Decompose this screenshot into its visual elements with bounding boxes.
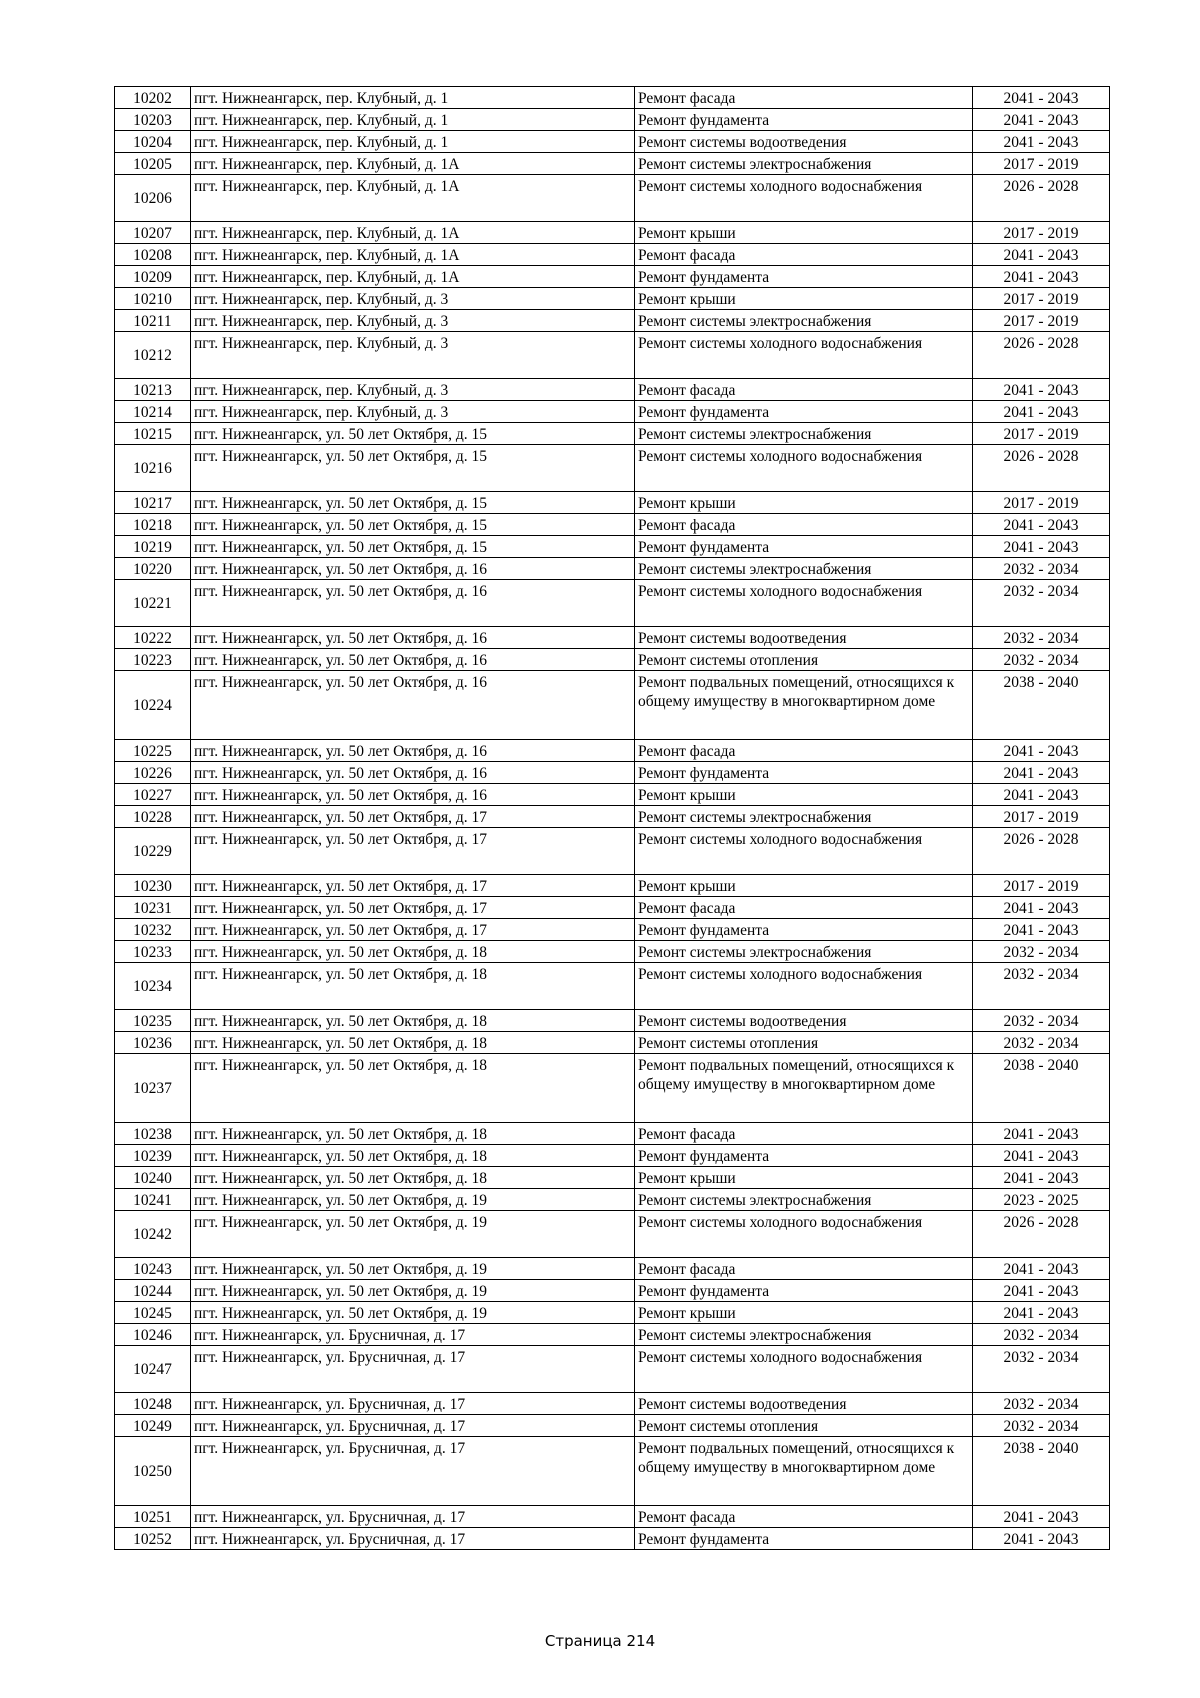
cell-period: 2032 - 2034 [973,1415,1110,1437]
cell-number: 10217 [115,492,191,514]
cell-period: 2041 - 2043 [973,401,1110,423]
table-row [115,131,1110,153]
cell-address: пгт. Нижнеангарск, пер. Клубный, д. 1А [191,266,635,288]
cell-address: пгт. Нижнеангарск, пер. Клубный, д. 1 [191,109,635,131]
cell-work-type: Ремонт системы холодного водоснабжения [635,175,973,222]
cell-period: 2041 - 2043 [973,762,1110,784]
cell-work-type: Ремонт подвальных помещений, относящихся к общему имуществу в многоквартирном доме [635,1437,973,1506]
table-row [115,109,1110,131]
cell-address: пгт. Нижнеангарск, ул. 50 лет Октября, д. 15 [191,445,635,492]
cell-work-type: Ремонт крыши [635,1167,973,1189]
repair-schedule-table [114,86,1110,1550]
cell-address: пгт. Нижнеангарск, пер. Клубный, д. 3 [191,288,635,310]
cell-period: 2041 - 2043 [973,1258,1110,1280]
cell-period: 2041 - 2043 [973,1506,1110,1528]
cell-number: 10221 [115,580,191,627]
cell-period: 2041 - 2043 [973,1528,1110,1550]
cell-work-type: Ремонт системы электроснабжения [635,423,973,445]
cell-work-type: Ремонт системы холодного водоснабжения [635,580,973,627]
cell-address: пгт. Нижнеангарск, ул. 50 лет Октября, д. 17 [191,828,635,875]
cell-number: 10207 [115,222,191,244]
cell-period: 2041 - 2043 [973,1167,1110,1189]
cell-address: пгт. Нижнеангарск, ул. Брусничная, д. 17 [191,1393,635,1415]
cell-period: 2026 - 2028 [973,332,1110,379]
cell-work-type: Ремонт фасада [635,1258,973,1280]
cell-address: пгт. Нижнеангарск, пер. Клубный, д. 1А [191,222,635,244]
cell-period: 2017 - 2019 [973,423,1110,445]
table-row [115,1280,1110,1302]
cell-address: пгт. Нижнеангарск, пер. Клубный, д. 1А [191,153,635,175]
cell-address: пгт. Нижнеангарск, ул. 50 лет Октября, д. 16 [191,784,635,806]
cell-period: 2032 - 2034 [973,580,1110,627]
table-row [115,1346,1110,1393]
cell-work-type: Ремонт подвальных помещений, относящихся к общему имуществу в многоквартирном доме [635,671,973,740]
cell-number: 10202 [115,87,191,109]
table-row [115,1145,1110,1167]
cell-address: пгт. Нижнеангарск, ул. 50 лет Октября, д. 15 [191,423,635,445]
cell-address: пгт. Нижнеангарск, пер. Клубный, д. 1А [191,175,635,222]
table-row [115,401,1110,423]
table-row [115,558,1110,580]
cell-work-type: Ремонт системы электроснабжения [635,1324,973,1346]
cell-work-type: Ремонт крыши [635,1302,973,1324]
cell-address: пгт. Нижнеангарск, ул. 50 лет Октября, д. 16 [191,627,635,649]
table-row [115,1010,1110,1032]
table-row [115,1032,1110,1054]
cell-period: 2032 - 2034 [973,941,1110,963]
cell-number: 10206 [115,175,191,222]
cell-work-type: Ремонт фундамента [635,919,973,941]
table-row [115,514,1110,536]
cell-period: 2032 - 2034 [973,558,1110,580]
cell-number: 10219 [115,536,191,558]
cell-period: 2017 - 2019 [973,310,1110,332]
cell-work-type: Ремонт системы электроснабжения [635,1189,973,1211]
cell-number: 10250 [115,1437,191,1506]
cell-number: 10247 [115,1346,191,1393]
cell-number: 10216 [115,445,191,492]
cell-work-type: Ремонт фасада [635,740,973,762]
cell-work-type: Ремонт системы холодного водоснабжения [635,332,973,379]
cell-address: пгт. Нижнеангарск, пер. Клубный, д. 3 [191,310,635,332]
table-row [115,806,1110,828]
table-row [115,784,1110,806]
cell-address: пгт. Нижнеангарск, ул. 50 лет Октября, д. 18 [191,1123,635,1145]
cell-period: 2032 - 2034 [973,627,1110,649]
cell-address: пгт. Нижнеангарск, ул. 50 лет Октября, д. 15 [191,536,635,558]
cell-period: 2017 - 2019 [973,153,1110,175]
table-row [115,423,1110,445]
cell-address: пгт. Нижнеангарск, ул. 50 лет Октября, д. 18 [191,1167,635,1189]
cell-period: 2041 - 2043 [973,536,1110,558]
cell-address: пгт. Нижнеангарск, пер. Клубный, д. 3 [191,401,635,423]
cell-number: 10225 [115,740,191,762]
table-row [115,492,1110,514]
cell-period: 2017 - 2019 [973,222,1110,244]
cell-work-type: Ремонт системы холодного водоснабжения [635,445,973,492]
table-row [115,875,1110,897]
cell-address: пгт. Нижнеангарск, ул. 50 лет Октября, д. 18 [191,963,635,1010]
cell-work-type: Ремонт фасада [635,379,973,401]
cell-work-type: Ремонт фундамента [635,536,973,558]
cell-period: 2023 - 2025 [973,1189,1110,1211]
cell-address: пгт. Нижнеангарск, пер. Клубный, д. 3 [191,379,635,401]
cell-period: 2041 - 2043 [973,1123,1110,1145]
table-row [115,963,1110,1010]
table-row [115,445,1110,492]
cell-number: 10204 [115,131,191,153]
cell-number: 10234 [115,963,191,1010]
cell-number: 10230 [115,875,191,897]
cell-work-type: Ремонт фундамента [635,762,973,784]
cell-address: пгт. Нижнеангарск, ул. 50 лет Октября, д. 16 [191,580,635,627]
cell-number: 10241 [115,1189,191,1211]
table-row [115,1506,1110,1528]
table-row [115,244,1110,266]
table-row [115,762,1110,784]
cell-work-type: Ремонт фасада [635,87,973,109]
cell-address: пгт. Нижнеангарск, ул. 50 лет Октября, д. 16 [191,740,635,762]
cell-number: 10249 [115,1415,191,1437]
cell-work-type: Ремонт системы холодного водоснабжения [635,1211,973,1258]
cell-period: 2032 - 2034 [973,649,1110,671]
table-row [115,1211,1110,1258]
cell-address: пгт. Нижнеангарск, ул. 50 лет Октября, д. 17 [191,919,635,941]
cell-work-type: Ремонт системы холодного водоснабжения [635,828,973,875]
cell-work-type: Ремонт системы холодного водоснабжения [635,963,973,1010]
cell-number: 10246 [115,1324,191,1346]
cell-work-type: Ремонт системы холодного водоснабжения [635,1346,973,1393]
cell-number: 10243 [115,1258,191,1280]
cell-number: 10214 [115,401,191,423]
cell-period: 2026 - 2028 [973,828,1110,875]
table-row [115,1054,1110,1123]
cell-number: 10252 [115,1528,191,1550]
cell-address: пгт. Нижнеангарск, ул. 50 лет Октября, д. 17 [191,875,635,897]
cell-number: 10224 [115,671,191,740]
cell-period: 2041 - 2043 [973,109,1110,131]
cell-work-type: Ремонт системы отопления [635,649,973,671]
cell-number: 10226 [115,762,191,784]
cell-number: 10242 [115,1211,191,1258]
cell-work-type: Ремонт системы электроснабжения [635,310,973,332]
cell-number: 10233 [115,941,191,963]
cell-number: 10215 [115,423,191,445]
cell-address: пгт. Нижнеангарск, ул. 50 лет Октября, д. 19 [191,1211,635,1258]
cell-address: пгт. Нижнеангарск, пер. Клубный, д. 3 [191,332,635,379]
cell-address: пгт. Нижнеангарск, ул. 50 лет Октября, д. 17 [191,897,635,919]
cell-work-type: Ремонт крыши [635,222,973,244]
cell-work-type: Ремонт крыши [635,492,973,514]
table-row [115,627,1110,649]
cell-work-type: Ремонт системы водоотведения [635,1393,973,1415]
cell-period: 2017 - 2019 [973,875,1110,897]
cell-number: 10212 [115,332,191,379]
table-row [115,153,1110,175]
cell-period: 2032 - 2034 [973,963,1110,1010]
cell-work-type: Ремонт фундамента [635,109,973,131]
table-row [115,828,1110,875]
cell-number: 10236 [115,1032,191,1054]
cell-period: 2041 - 2043 [973,897,1110,919]
cell-address: пгт. Нижнеангарск, ул. 50 лет Октября, д. 19 [191,1302,635,1324]
cell-number: 10227 [115,784,191,806]
cell-address: пгт. Нижнеангарск, ул. 50 лет Октября, д. 19 [191,1258,635,1280]
cell-period: 2041 - 2043 [973,87,1110,109]
cell-period: 2032 - 2034 [973,1032,1110,1054]
cell-work-type: Ремонт системы водоотведения [635,1010,973,1032]
table-row [115,671,1110,740]
table-row [115,1258,1110,1280]
cell-address: пгт. Нижнеангарск, ул. 50 лет Октября, д. 15 [191,492,635,514]
cell-address: пгт. Нижнеангарск, ул. 50 лет Октября, д. 15 [191,514,635,536]
cell-number: 10218 [115,514,191,536]
cell-number: 10211 [115,310,191,332]
table-row [115,1437,1110,1506]
cell-work-type: Ремонт системы электроснабжения [635,558,973,580]
cell-number: 10244 [115,1280,191,1302]
cell-number: 10205 [115,153,191,175]
cell-period: 2032 - 2034 [973,1346,1110,1393]
cell-period: 2026 - 2028 [973,1211,1110,1258]
cell-number: 10222 [115,627,191,649]
table-row [115,379,1110,401]
table-row [115,897,1110,919]
cell-address: пгт. Нижнеангарск, ул. 50 лет Октября, д. 19 [191,1189,635,1211]
cell-period: 2038 - 2040 [973,671,1110,740]
cell-work-type: Ремонт фундамента [635,1280,973,1302]
cell-period: 2026 - 2028 [973,445,1110,492]
cell-number: 10232 [115,919,191,941]
cell-work-type: Ремонт системы отопления [635,1032,973,1054]
cell-period: 2041 - 2043 [973,379,1110,401]
cell-number: 10235 [115,1010,191,1032]
table-row [115,941,1110,963]
cell-period: 2041 - 2043 [973,1302,1110,1324]
cell-number: 10223 [115,649,191,671]
table-row [115,266,1110,288]
table-row [115,1302,1110,1324]
cell-work-type: Ремонт системы водоотведения [635,131,973,153]
cell-address: пгт. Нижнеангарск, пер. Клубный, д. 1А [191,244,635,266]
cell-address: пгт. Нижнеангарск, ул. Брусничная, д. 17 [191,1324,635,1346]
cell-work-type: Ремонт фундамента [635,1528,973,1550]
table-row [115,310,1110,332]
cell-work-type: Ремонт системы электроснабжения [635,806,973,828]
table-row [115,1167,1110,1189]
cell-period: 2041 - 2043 [973,784,1110,806]
cell-period: 2032 - 2034 [973,1393,1110,1415]
cell-address: пгт. Нижнеангарск, ул. 50 лет Октября, д. 18 [191,1032,635,1054]
cell-address: пгт. Нижнеангарск, ул. 50 лет Октября, д. 16 [191,671,635,740]
table-row [115,740,1110,762]
table-row [115,332,1110,379]
cell-period: 2038 - 2040 [973,1437,1110,1506]
cell-address: пгт. Нижнеангарск, пер. Клубный, д. 1 [191,131,635,153]
cell-number: 10203 [115,109,191,131]
cell-work-type: Ремонт фундамента [635,266,973,288]
cell-number: 10231 [115,897,191,919]
repair-schedule-body [115,87,1110,1550]
cell-period: 2032 - 2034 [973,1324,1110,1346]
cell-number: 10220 [115,558,191,580]
cell-work-type: Ремонт фасада [635,1506,973,1528]
cell-address: пгт. Нижнеангарск, ул. 50 лет Октября, д. 18 [191,1010,635,1032]
cell-address: пгт. Нижнеангарск, ул. 50 лет Октября, д. 16 [191,558,635,580]
cell-work-type: Ремонт фасада [635,1123,973,1145]
table-row [115,1528,1110,1550]
cell-work-type: Ремонт фундамента [635,401,973,423]
cell-work-type: Ремонт фасада [635,897,973,919]
cell-number: 10209 [115,266,191,288]
cell-period: 2041 - 2043 [973,131,1110,153]
cell-period: 2017 - 2019 [973,806,1110,828]
cell-period: 2017 - 2019 [973,288,1110,310]
cell-period: 2041 - 2043 [973,514,1110,536]
cell-address: пгт. Нижнеангарск, ул. Брусничная, д. 17 [191,1346,635,1393]
cell-period: 2041 - 2043 [973,740,1110,762]
table-row [115,919,1110,941]
cell-period: 2017 - 2019 [973,492,1110,514]
table-row [115,580,1110,627]
cell-address: пгт. Нижнеангарск, ул. Брусничная, д. 17 [191,1415,635,1437]
cell-work-type: Ремонт фасада [635,514,973,536]
cell-number: 10237 [115,1054,191,1123]
cell-work-type: Ремонт крыши [635,875,973,897]
cell-address: пгт. Нижнеангарск, ул. 50 лет Октября, д. 18 [191,1145,635,1167]
cell-number: 10251 [115,1506,191,1528]
cell-address: пгт. Нижнеангарск, ул. Брусничная, д. 17 [191,1528,635,1550]
cell-work-type: Ремонт крыши [635,784,973,806]
cell-period: 2026 - 2028 [973,175,1110,222]
cell-work-type: Ремонт подвальных помещений, относящихся к общему имуществу в многоквартирном доме [635,1054,973,1123]
cell-number: 10248 [115,1393,191,1415]
table-row [115,1123,1110,1145]
cell-period: 2041 - 2043 [973,919,1110,941]
cell-number: 10208 [115,244,191,266]
cell-number: 10245 [115,1302,191,1324]
cell-address: пгт. Нижнеангарск, пер. Клубный, д. 1 [191,87,635,109]
table-row [115,649,1110,671]
cell-address: пгт. Нижнеангарск, ул. 50 лет Октября, д. 17 [191,806,635,828]
cell-period: 2041 - 2043 [973,1145,1110,1167]
cell-period: 2041 - 2043 [973,244,1110,266]
cell-number: 10213 [115,379,191,401]
table-row [115,87,1110,109]
table-row [115,1393,1110,1415]
cell-work-type: Ремонт фундамента [635,1145,973,1167]
table-row [115,1415,1110,1437]
cell-period: 2041 - 2043 [973,1280,1110,1302]
cell-number: 10238 [115,1123,191,1145]
table-row [115,1324,1110,1346]
cell-address: пгт. Нижнеангарск, ул. 50 лет Октября, д. 16 [191,649,635,671]
cell-work-type: Ремонт системы водоотведения [635,627,973,649]
table-row [115,222,1110,244]
table-row [115,1189,1110,1211]
cell-number: 10210 [115,288,191,310]
cell-address: пгт. Нижнеангарск, ул. Брусничная, д. 17 [191,1506,635,1528]
cell-address: пгт. Нижнеангарск, ул. 50 лет Октября, д. 18 [191,941,635,963]
cell-address: пгт. Нижнеангарск, ул. 50 лет Октября, д. 19 [191,1280,635,1302]
cell-number: 10239 [115,1145,191,1167]
cell-address: пгт. Нижнеангарск, ул. Брусничная, д. 17 [191,1437,635,1506]
cell-address: пгт. Нижнеангарск, ул. 50 лет Октября, д. 18 [191,1054,635,1123]
cell-work-type: Ремонт системы отопления [635,1415,973,1437]
cell-work-type: Ремонт фасада [635,244,973,266]
cell-period: 2041 - 2043 [973,266,1110,288]
cell-address: пгт. Нижнеангарск, ул. 50 лет Октября, д. 16 [191,762,635,784]
cell-work-type: Ремонт системы электроснабжения [635,941,973,963]
cell-number: 10228 [115,806,191,828]
cell-period: 2038 - 2040 [973,1054,1110,1123]
cell-work-type: Ремонт крыши [635,288,973,310]
page-number: Страница 214 [544,1632,656,1650]
cell-number: 10229 [115,828,191,875]
table-row [115,175,1110,222]
cell-period: 2032 - 2034 [973,1010,1110,1032]
table-row [115,288,1110,310]
cell-work-type: Ремонт системы электроснабжения [635,153,973,175]
table-row [115,536,1110,558]
cell-number: 10240 [115,1167,191,1189]
